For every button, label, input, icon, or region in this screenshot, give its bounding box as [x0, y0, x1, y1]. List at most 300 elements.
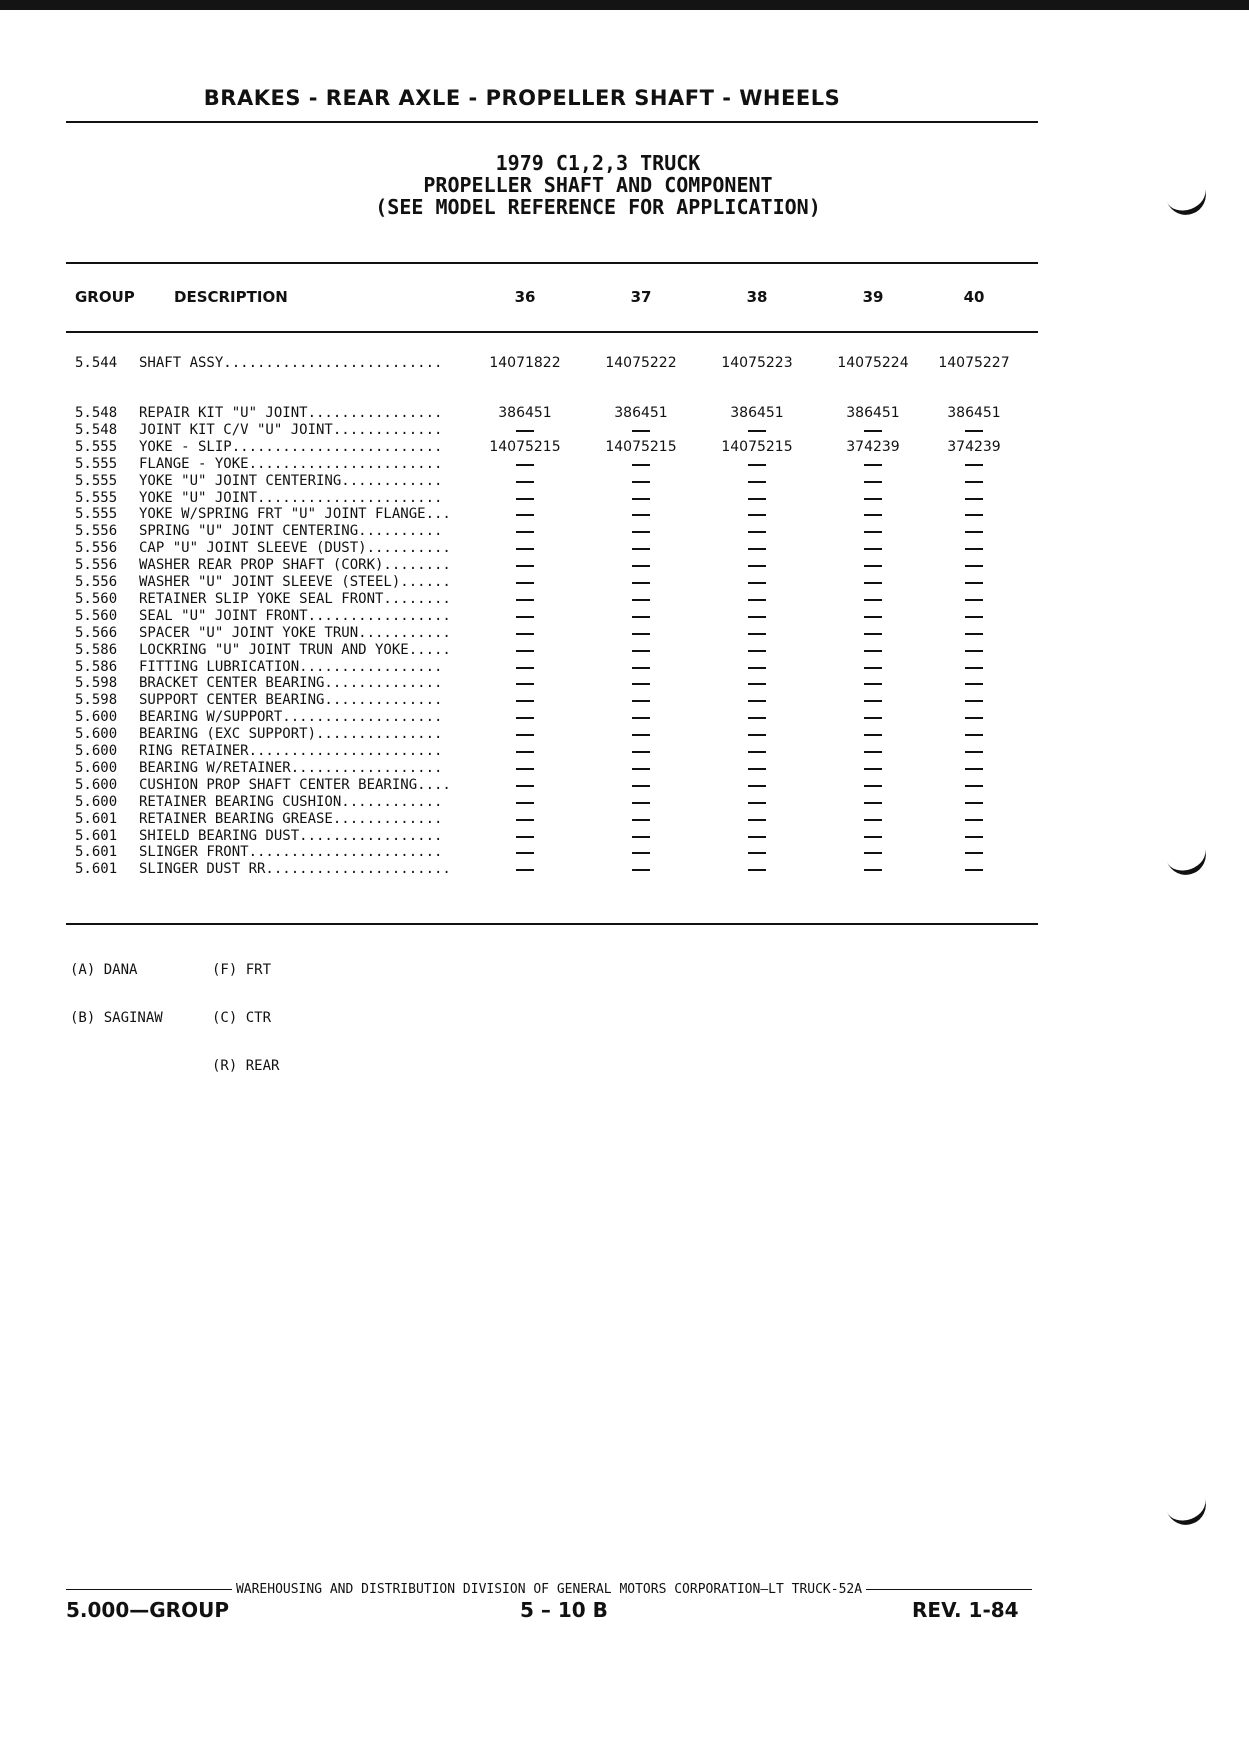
dash-cell	[818, 692, 928, 709]
column-header-36: 36	[514, 288, 536, 306]
header-rule	[66, 121, 1038, 123]
dash-mark	[864, 633, 882, 635]
table-row	[0, 439, 1249, 456]
dash-cell	[470, 828, 580, 845]
dash-cell	[702, 540, 812, 557]
dash-cell	[586, 743, 696, 760]
row-description: REPAIR KIT "U" JOINT................	[139, 405, 443, 421]
table-row	[0, 523, 1249, 540]
row-group: 5.586	[75, 641, 118, 658]
dash-cell	[818, 726, 928, 743]
dash-mark	[632, 430, 650, 432]
dash-mark	[632, 599, 650, 601]
dash-mark	[516, 481, 534, 483]
dash-mark	[864, 616, 882, 618]
dash-mark	[632, 481, 650, 483]
dash-cell	[702, 557, 812, 574]
dash-mark	[632, 734, 650, 736]
dash-cell	[919, 422, 1029, 439]
footer-division-line	[66, 1582, 1032, 1597]
dash-cell	[470, 490, 580, 507]
footer-rule-left	[66, 1589, 232, 1590]
dash-mark	[516, 565, 534, 567]
footer-group: 5.000—GROUP	[66, 1598, 229, 1622]
row-value: 14075224	[837, 355, 909, 371]
dash-mark	[632, 683, 650, 685]
dash-cell	[586, 422, 696, 439]
dash-cell	[919, 675, 1029, 692]
row-description: SLINGER DUST RR......................	[139, 861, 451, 878]
table-row	[0, 574, 1249, 591]
dash-cell	[470, 456, 580, 473]
dash-mark	[632, 514, 650, 516]
dash-mark	[965, 531, 983, 533]
dash-mark	[748, 852, 766, 854]
dash-cell	[818, 777, 928, 794]
dash-mark	[965, 481, 983, 483]
dash-mark	[965, 819, 983, 821]
dash-cell	[919, 709, 1029, 726]
footer-division-text: WAREHOUSING AND DISTRIBUTION DIVISION OF GENERAL MOTORS CORPORATION—LT TRUCK-52A	[235, 1582, 863, 1597]
dash-cell	[702, 760, 812, 777]
dash-mark	[965, 700, 983, 702]
table-row	[0, 608, 1249, 625]
row-description: FLANGE - YOKE.......................	[139, 455, 443, 472]
row-group: 5.601	[75, 861, 118, 878]
dash-mark	[965, 430, 983, 432]
dash-cell	[919, 456, 1029, 473]
dash-mark	[965, 514, 983, 516]
dash-cell	[586, 574, 696, 591]
dash-cell	[470, 844, 580, 861]
dash-mark	[632, 700, 650, 702]
dash-cell	[818, 608, 928, 625]
title-line-3: (SEE MODEL REFERENCE FOR APPLICATION)	[375, 195, 821, 219]
table-row	[0, 861, 1249, 878]
table-row	[0, 811, 1249, 828]
dash-mark	[864, 734, 882, 736]
dash-mark	[748, 514, 766, 516]
dash-mark	[864, 819, 882, 821]
dash-cell	[586, 726, 696, 743]
dash-mark	[965, 599, 983, 601]
dash-mark	[516, 869, 534, 871]
dash-cell	[818, 490, 928, 507]
dash-mark	[864, 565, 882, 567]
column-header-39: 39	[862, 288, 884, 306]
dash-mark	[748, 599, 766, 601]
dash-cell	[919, 540, 1029, 557]
row-description: WASHER REAR PROP SHAFT (CORK)........	[139, 557, 451, 574]
dash-cell	[818, 557, 928, 574]
dash-cell	[702, 574, 812, 591]
row-value: 14075222	[605, 355, 677, 371]
row-value: 386451	[730, 405, 784, 421]
dash-mark	[748, 582, 766, 584]
dash-cell	[586, 709, 696, 726]
table-row	[0, 506, 1249, 523]
dash-cell	[586, 608, 696, 625]
table-bottom-rule	[66, 923, 1038, 925]
dash-cell	[586, 692, 696, 709]
title-line-2: PROPELLER SHAFT AND COMPONENT	[423, 173, 773, 197]
row-description: FITTING LUBRICATION.................	[139, 658, 443, 675]
dash-cell	[702, 473, 812, 490]
dash-mark	[516, 852, 534, 854]
legend-left	[70, 930, 163, 1042]
row-value: 14075223	[721, 355, 793, 371]
row-group: 5.586	[75, 658, 118, 675]
dash-cell	[702, 743, 812, 760]
row-description: CAP "U" JOINT SLEEVE (DUST)..........	[139, 540, 451, 557]
table-row	[0, 760, 1249, 777]
dash-cell	[702, 591, 812, 608]
row-group: 5.560	[75, 590, 118, 607]
dash-cell	[470, 523, 580, 540]
dash-mark	[864, 582, 882, 584]
dash-mark	[632, 819, 650, 821]
row-group: 5.600	[75, 743, 118, 759]
dash-mark	[632, 717, 650, 719]
legend-item: (R) REAR	[212, 1058, 280, 1074]
dash-cell	[470, 557, 580, 574]
dash-cell	[470, 692, 580, 709]
dash-mark	[864, 768, 882, 770]
table-row	[0, 355, 1249, 372]
dash-cell	[818, 456, 928, 473]
dash-cell	[818, 574, 928, 591]
table-row	[0, 777, 1249, 794]
row-group: 5.555	[75, 506, 118, 523]
dash-cell	[586, 506, 696, 523]
dash-cell	[470, 506, 580, 523]
row-description: BEARING W/RETAINER..................	[139, 759, 443, 776]
row-group: 5.598	[75, 692, 118, 709]
dash-mark	[516, 531, 534, 533]
dash-mark	[516, 498, 534, 500]
dash-cell	[818, 523, 928, 540]
dash-cell	[470, 811, 580, 828]
dash-mark	[864, 785, 882, 787]
dash-cell	[818, 642, 928, 659]
dash-mark	[632, 667, 650, 669]
dash-cell	[702, 422, 812, 439]
document-title	[0, 152, 1196, 218]
dash-cell	[586, 844, 696, 861]
dash-cell	[470, 574, 580, 591]
dash-cell	[919, 506, 1029, 523]
legend-item: (C) CTR	[212, 1010, 272, 1026]
table-row	[0, 709, 1249, 726]
row-description: BRACKET CENTER BEARING..............	[139, 675, 443, 692]
dash-cell	[702, 844, 812, 861]
row-group: 5.548	[75, 405, 118, 421]
row-description: RETAINER SLIP YOKE SEAL FRONT........	[139, 590, 451, 607]
row-description: RING RETAINER.......................	[139, 743, 443, 759]
dash-cell	[818, 709, 928, 726]
dash-cell	[818, 844, 928, 861]
dash-mark	[965, 633, 983, 635]
dash-mark	[965, 768, 983, 770]
dash-mark	[965, 548, 983, 550]
dash-mark	[965, 717, 983, 719]
dash-cell	[470, 675, 580, 692]
dash-cell	[586, 811, 696, 828]
row-value: 374239	[846, 438, 900, 455]
row-group: 5.601	[75, 810, 118, 827]
dash-cell	[919, 760, 1029, 777]
row-group: 5.600	[75, 776, 118, 793]
dash-mark	[516, 464, 534, 466]
row-value: 14075215	[605, 438, 677, 455]
dash-cell	[470, 540, 580, 557]
row-group: 5.566	[75, 624, 118, 641]
row-description: YOKE - SLIP.........................	[139, 438, 443, 455]
dash-mark	[516, 836, 534, 838]
dash-mark	[516, 633, 534, 635]
dash-cell	[702, 625, 812, 642]
dash-cell	[702, 659, 812, 676]
dash-cell	[586, 456, 696, 473]
row-description: SHAFT ASSY..........................	[139, 355, 443, 371]
dash-cell	[702, 811, 812, 828]
dash-cell	[919, 811, 1029, 828]
dash-cell	[818, 794, 928, 811]
dash-cell	[818, 861, 928, 878]
row-description: JOINT KIT C/V "U" JOINT.............	[139, 421, 443, 438]
legend-item: (B) SAGINAW	[70, 1010, 163, 1026]
dash-mark	[632, 650, 650, 652]
dash-mark	[965, 802, 983, 804]
dash-mark	[632, 633, 650, 635]
dash-mark	[632, 802, 650, 804]
row-group: 5.600	[75, 709, 118, 726]
row-description: YOKE "U" JOINT......................	[139, 489, 443, 506]
row-description: SEAL "U" JOINT FRONT.................	[139, 607, 451, 624]
dash-mark	[516, 802, 534, 804]
dash-cell	[702, 828, 812, 845]
row-group: 5.601	[75, 827, 118, 844]
dash-mark	[516, 582, 534, 584]
dash-mark	[748, 498, 766, 500]
row-group: 5.556	[75, 557, 118, 574]
dash-cell	[470, 473, 580, 490]
dash-cell	[919, 523, 1029, 540]
dash-cell	[818, 828, 928, 845]
dash-cell	[586, 642, 696, 659]
row-group: 5.601	[75, 844, 118, 861]
column-header-38: 38	[746, 288, 768, 306]
dash-mark	[748, 565, 766, 567]
row-description: WASHER "U" JOINT SLEEVE (STEEL)......	[139, 574, 451, 590]
dash-cell	[702, 777, 812, 794]
dash-mark	[748, 751, 766, 753]
dash-cell	[919, 473, 1029, 490]
row-group: 5.548	[75, 421, 118, 438]
dash-mark	[748, 768, 766, 770]
dash-mark	[516, 700, 534, 702]
dash-mark	[864, 751, 882, 753]
dash-mark	[516, 514, 534, 516]
table-row	[0, 591, 1249, 608]
dash-cell	[470, 625, 580, 642]
dash-cell	[470, 709, 580, 726]
dash-cell	[919, 625, 1029, 642]
dash-cell	[702, 523, 812, 540]
dash-cell	[919, 608, 1029, 625]
row-group: 5.600	[75, 793, 118, 810]
dash-cell	[586, 591, 696, 608]
dash-cell	[818, 743, 928, 760]
row-value: 386451	[614, 405, 668, 421]
dash-cell	[702, 608, 812, 625]
dash-mark	[748, 819, 766, 821]
dash-mark	[864, 683, 882, 685]
dash-mark	[965, 734, 983, 736]
dash-cell	[702, 675, 812, 692]
dash-cell	[702, 642, 812, 659]
dash-mark	[632, 582, 650, 584]
table-row	[0, 726, 1249, 743]
dash-cell	[919, 743, 1029, 760]
dash-cell	[818, 659, 928, 676]
table-row	[0, 490, 1249, 507]
dash-cell	[586, 523, 696, 540]
dash-cell	[702, 794, 812, 811]
dash-cell	[919, 557, 1029, 574]
dash-mark	[632, 751, 650, 753]
dash-mark	[864, 667, 882, 669]
row-value: 386451	[947, 405, 1001, 421]
row-description: BEARING W/SUPPORT...................	[139, 709, 443, 726]
section-title: BRAKES - REAR AXLE - PROPELLER SHAFT - WHEELS	[203, 86, 841, 110]
dash-cell	[919, 726, 1029, 743]
dash-cell	[586, 828, 696, 845]
row-description: BEARING (EXC SUPPORT)...............	[139, 726, 443, 743]
table-row	[0, 743, 1249, 760]
row-group: 5.560	[75, 607, 118, 624]
dash-cell	[919, 574, 1029, 591]
dash-cell	[919, 642, 1029, 659]
table-header-rule	[66, 331, 1038, 333]
row-group: 5.555	[75, 472, 118, 489]
legend-item: (A) DANA	[70, 962, 138, 978]
table-row	[0, 540, 1249, 557]
dash-mark	[632, 869, 650, 871]
dash-mark	[748, 717, 766, 719]
dash-cell	[470, 659, 580, 676]
dash-mark	[864, 481, 882, 483]
row-group: 5.544	[75, 355, 118, 371]
dash-cell	[470, 861, 580, 878]
dash-cell	[470, 422, 580, 439]
table-row	[0, 642, 1249, 659]
dash-mark	[965, 464, 983, 466]
footer-rule-right	[866, 1589, 1032, 1590]
dash-mark	[965, 869, 983, 871]
dash-cell	[818, 540, 928, 557]
dash-mark	[632, 616, 650, 618]
dash-mark	[516, 785, 534, 787]
dash-mark	[748, 430, 766, 432]
dash-mark	[632, 768, 650, 770]
dash-mark	[632, 785, 650, 787]
row-value: 14075227	[938, 355, 1010, 371]
dash-mark	[748, 734, 766, 736]
dash-mark	[864, 531, 882, 533]
dash-mark	[965, 852, 983, 854]
dash-cell	[702, 861, 812, 878]
dash-mark	[748, 667, 766, 669]
dash-cell	[818, 422, 928, 439]
dash-cell	[702, 692, 812, 709]
row-description: SLINGER FRONT.......................	[139, 844, 443, 861]
row-description: SPRING "U" JOINT CENTERING..........	[139, 523, 443, 540]
row-group: 5.600	[75, 759, 118, 776]
dash-mark	[632, 836, 650, 838]
dash-mark	[965, 616, 983, 618]
dash-cell	[586, 794, 696, 811]
dash-mark	[516, 616, 534, 618]
legend-item: (F) FRT	[212, 962, 272, 978]
dash-mark	[748, 531, 766, 533]
dash-cell	[702, 456, 812, 473]
table-row	[0, 794, 1249, 811]
table-row	[0, 675, 1249, 692]
dash-cell	[919, 861, 1029, 878]
footer-page-number: 5 – 10 B	[520, 1598, 608, 1622]
table-row	[0, 828, 1249, 845]
table-top-rule	[66, 262, 1038, 264]
dash-mark	[864, 430, 882, 432]
title-line-1: 1979 C1,2,3 TRUCK	[495, 151, 701, 175]
dash-mark	[748, 700, 766, 702]
dash-cell	[919, 692, 1029, 709]
dash-cell	[818, 506, 928, 523]
table-row	[0, 405, 1249, 422]
dash-cell	[586, 659, 696, 676]
dash-mark	[632, 498, 650, 500]
dash-mark	[748, 548, 766, 550]
column-header-40: 40	[963, 288, 985, 306]
dash-mark	[748, 633, 766, 635]
column-header-description: DESCRIPTION	[174, 288, 288, 306]
dash-cell	[586, 473, 696, 490]
dash-mark	[748, 616, 766, 618]
dash-mark	[516, 734, 534, 736]
row-value: 386451	[846, 405, 900, 421]
dash-cell	[586, 490, 696, 507]
dash-mark	[748, 481, 766, 483]
dash-mark	[516, 430, 534, 432]
table-row	[0, 473, 1249, 490]
dash-mark	[965, 667, 983, 669]
dash-mark	[864, 852, 882, 854]
dash-mark	[516, 599, 534, 601]
dash-mark	[965, 498, 983, 500]
dash-cell	[586, 777, 696, 794]
dash-mark	[864, 464, 882, 466]
dash-cell	[818, 473, 928, 490]
dash-mark	[864, 836, 882, 838]
dash-mark	[516, 667, 534, 669]
dash-mark	[965, 565, 983, 567]
dash-cell	[586, 675, 696, 692]
dash-cell	[702, 726, 812, 743]
row-description: SPACER "U" JOINT YOKE TRUN...........	[139, 624, 451, 641]
dash-cell	[470, 726, 580, 743]
dash-cell	[586, 625, 696, 642]
